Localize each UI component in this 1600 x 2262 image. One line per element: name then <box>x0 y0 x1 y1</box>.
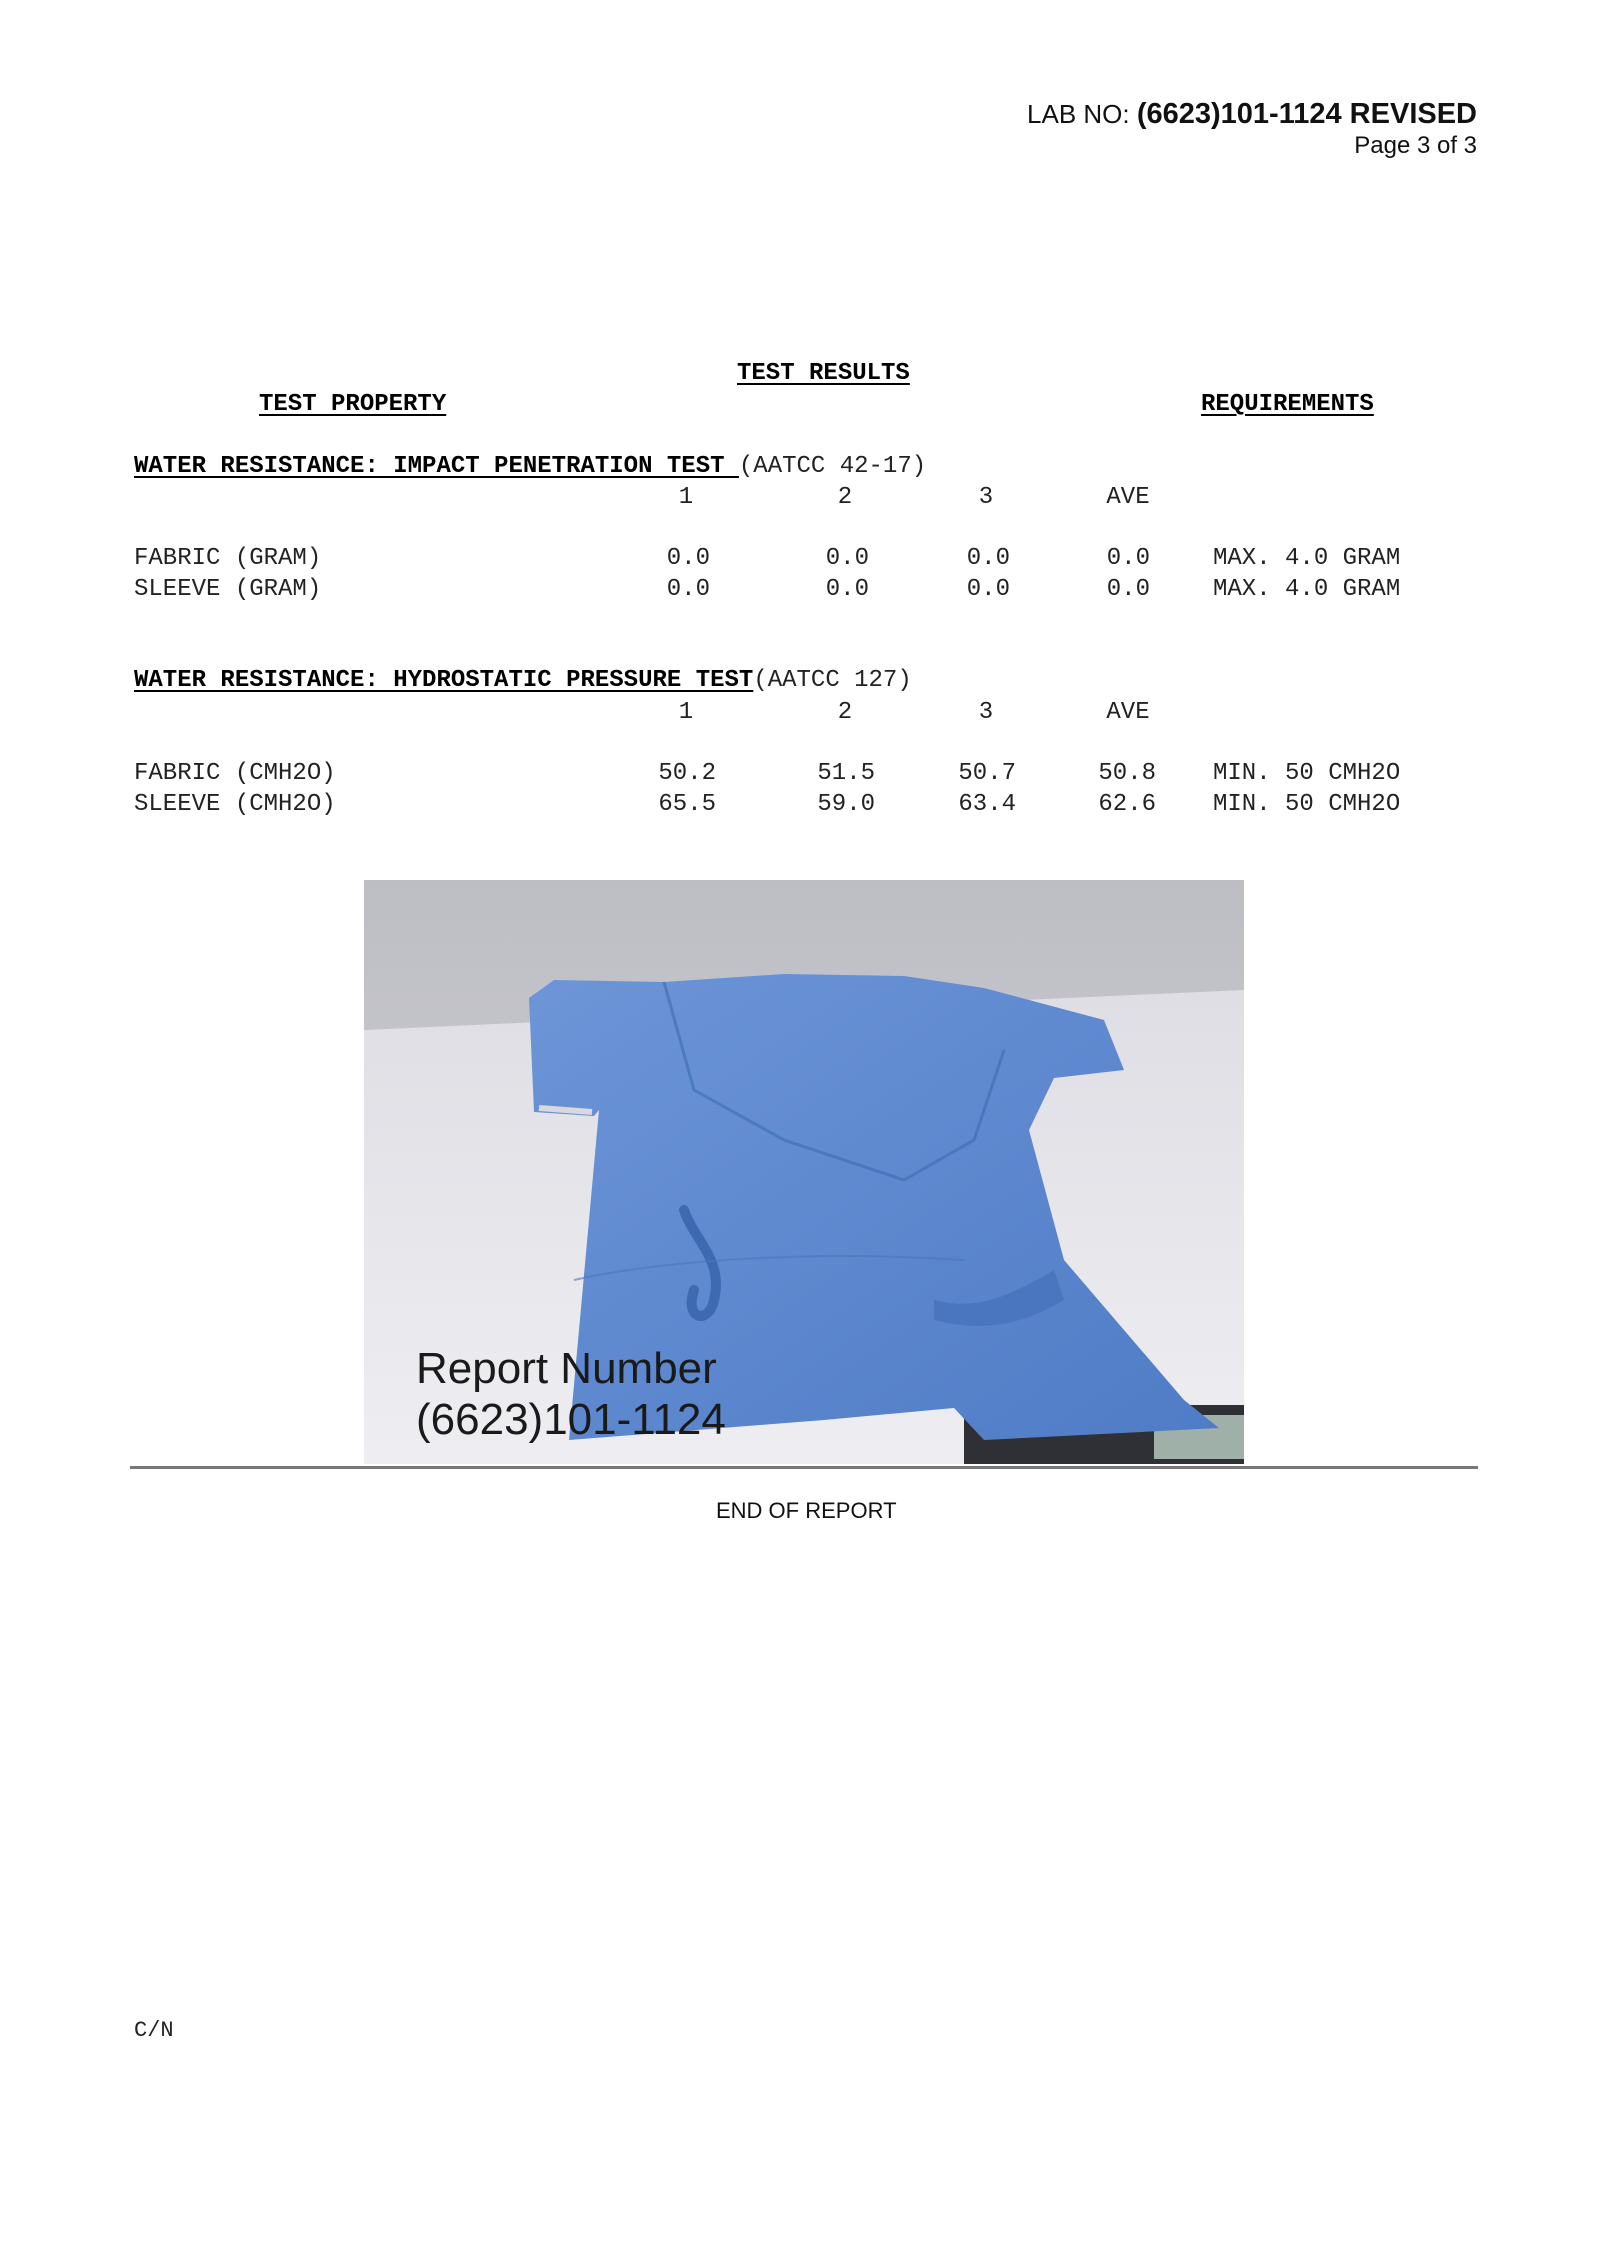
lab-number-value: (6623)101-1124 REVISED <box>1136 98 1477 130</box>
impact-col-2: 2 <box>837 484 853 511</box>
impact-section-title: WATER RESISTANCE: IMPACT PENETRATION TEST <box>134 453 739 480</box>
hydro-row-sleeve-v2: 59.0 <box>817 791 875 818</box>
hydro-row-sleeve-v1: 65.5 <box>658 791 716 818</box>
requirements-heading: REQUIREMENTS <box>1201 391 1374 418</box>
hydro-row-sleeve-requirement: MIN. 50 CMH2O <box>1213 791 1401 818</box>
hydro-row-fabric-requirement: MIN. 50 CMH2O <box>1213 760 1401 787</box>
lab-number-label: LAB NO: <box>1027 99 1137 129</box>
impact-row-sleeve-label: SLEEVE (GRAM) <box>134 576 322 603</box>
footer-code: C/N <box>134 2018 174 2043</box>
impact-row-sleeve-v2: 0.0 <box>825 576 869 603</box>
impact-col-1: 1 <box>678 484 694 511</box>
impact-row-sleeve-ave: 0.0 <box>1106 576 1150 603</box>
photo-caption-number: (6623)101-1124 <box>416 1395 726 1444</box>
photo-caption-title: Report Number <box>416 1344 717 1393</box>
gown-cuff <box>539 1108 592 1112</box>
hydro-col-ave: AVE <box>1106 699 1150 726</box>
impact-row-fabric-v1: 0.0 <box>666 545 710 572</box>
impact-section-heading <box>134 453 926 480</box>
impact-row-sleeve-v3: 0.0 <box>966 576 1010 603</box>
impact-section-method: (AATCC 42-17) <box>738 453 927 480</box>
hydro-section-heading <box>134 667 912 694</box>
hydro-row-fabric-v1: 50.2 <box>658 760 716 787</box>
lab-number-line <box>1027 98 1477 131</box>
hydro-col-3: 3 <box>978 699 994 726</box>
gown-photo <box>364 880 1244 1464</box>
page-number: Page 3 of 3 <box>1354 132 1477 159</box>
hydro-row-fabric-label: FABRIC (CMH2O) <box>134 760 336 787</box>
hydro-col-1: 1 <box>678 699 694 726</box>
end-of-report: END OF REPORT <box>716 1498 897 1523</box>
test-property-heading: TEST PROPERTY <box>259 391 447 418</box>
impact-row-fabric-requirement: MAX. 4.0 GRAM <box>1213 545 1401 572</box>
hydro-row-sleeve-label: SLEEVE (CMH2O) <box>134 791 336 818</box>
impact-col-ave: AVE <box>1106 484 1150 511</box>
impact-row-sleeve-v1: 0.0 <box>666 576 710 603</box>
hydro-row-fabric-v2: 51.5 <box>817 760 875 787</box>
hydro-row-fabric-ave: 50.8 <box>1098 760 1156 787</box>
impact-row-fabric-v3: 0.0 <box>966 545 1010 572</box>
impact-row-fabric-v2: 0.0 <box>825 545 869 572</box>
impact-row-fabric-ave: 0.0 <box>1106 545 1150 572</box>
hydro-section-title: WATER RESISTANCE: HYDROSTATIC PRESSURE TEST <box>134 667 754 694</box>
impact-col-3: 3 <box>978 484 994 511</box>
hydro-col-2: 2 <box>837 699 853 726</box>
impact-row-fabric-label: FABRIC (GRAM) <box>134 545 322 572</box>
hydro-row-fabric-v3: 50.7 <box>958 760 1016 787</box>
hydro-section-method: (AATCC 127) <box>753 667 912 694</box>
test-results-title: TEST RESULTS <box>737 360 910 387</box>
divider-line <box>130 1466 1478 1469</box>
hydro-row-sleeve-v3: 63.4 <box>958 791 1016 818</box>
hydro-row-sleeve-ave: 62.6 <box>1098 791 1156 818</box>
impact-row-sleeve-requirement: MAX. 4.0 GRAM <box>1213 576 1401 603</box>
